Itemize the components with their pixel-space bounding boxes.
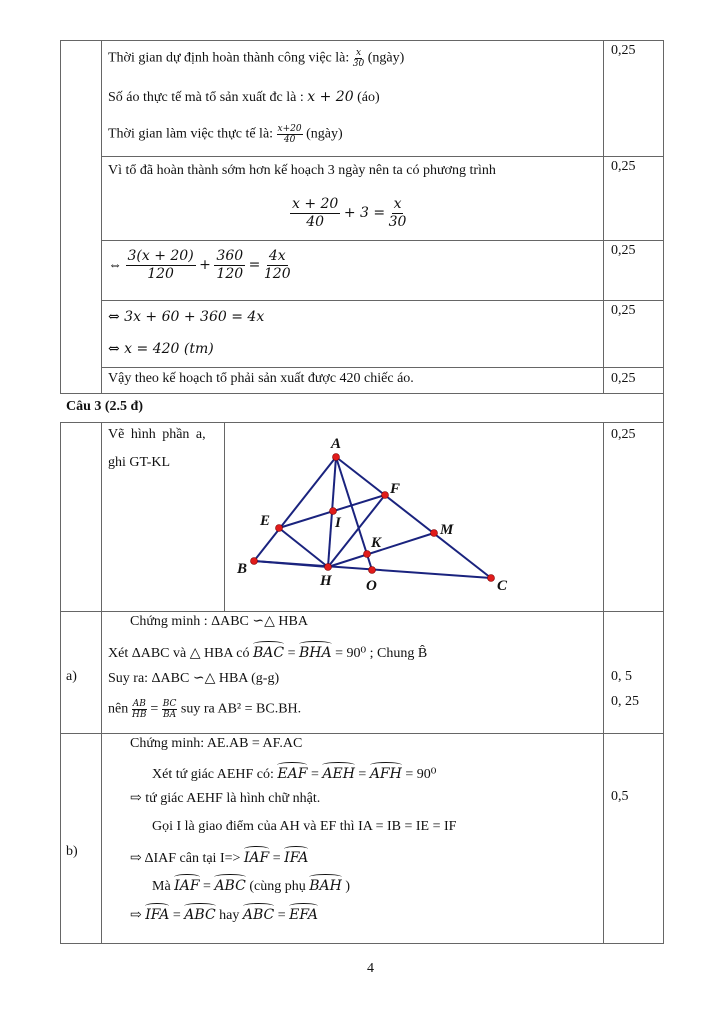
unit-text: (ngày): [306, 126, 343, 142]
angle-notation: ABC: [214, 874, 245, 895]
unit-text: (áo): [357, 90, 380, 105]
row4-line2: ⇔ x = 420 (tm): [108, 341, 214, 357]
fraction: [126, 248, 196, 283]
fraction-numerator: BC: [162, 699, 177, 709]
angle-notation: AEH: [322, 762, 355, 783]
row2-equation: [290, 193, 406, 234]
fraction-denominator: 30: [388, 214, 407, 231]
segment-EH: [279, 528, 328, 567]
segment-HF: [328, 495, 385, 567]
fraction-numerator: AB: [132, 699, 146, 709]
row1-line3: [108, 124, 343, 145]
row2-text: Vì tổ đã hoàn thành sớm hơn kế hoạch 3 ngày nên ta có phương trình: [108, 163, 496, 178]
part-a-line2-text: Xét ΔABC và △ HBA có: [108, 646, 250, 661]
fraction: [353, 48, 364, 69]
row1-line1-text: Thời gian dự định hoàn thành công việc là:: [108, 50, 350, 66]
part-b-line3: [130, 790, 320, 808]
segment-BH: [254, 561, 328, 567]
page-number: 4: [367, 961, 374, 976]
grid-line: [60, 40, 664, 41]
fraction-denominator: 120: [263, 266, 291, 283]
implies-arrow-icon: ⇨: [130, 908, 142, 923]
fraction: [290, 196, 340, 231]
part-b-line5-text: ΔIAF cân tại I=>: [144, 851, 241, 866]
point-label-H: H: [320, 573, 332, 589]
angle-notation: IAF: [244, 846, 269, 867]
score-cell: 0,25: [611, 303, 636, 318]
grid-line: [60, 733, 664, 734]
grid-line: [60, 393, 664, 394]
angle-notation: EFA: [289, 903, 318, 924]
fraction: [214, 248, 245, 283]
score-cell: 0, 25: [611, 694, 639, 709]
equation-operator: =: [248, 257, 261, 273]
part-a-line3: Suy ra: ΔABC ∽△ HBA (g-g): [108, 671, 280, 686]
part-a-line4-suffix: suy ra AB² = BC.BH.: [180, 701, 302, 717]
part-b-line2-text: Xét tứ giác AEHF có:: [152, 767, 274, 782]
implies-arrow-icon: ⇨: [130, 791, 142, 806]
fraction-denominator: BA: [163, 710, 177, 720]
point-A: [333, 454, 340, 461]
fraction: [277, 124, 303, 145]
row4-line1: ⇔ 3x + 60 + 360 = 4x: [108, 309, 265, 325]
fraction-denominator: 120: [216, 266, 244, 283]
figure-label-line1: Vẽ hình phần a,: [108, 427, 206, 442]
equation-operator: +: [199, 257, 211, 273]
fraction-numerator: x + 20: [292, 196, 339, 213]
part-a-line4: nên $\frac{AB}{HB}$ = $\frac{BC}{BA}$ suy ra AB² = BC.BH.: [108, 699, 302, 720]
grid-line: [60, 422, 61, 943]
point-label-K: K: [371, 535, 382, 551]
point-label-I: I: [335, 515, 341, 531]
part-b-line1: Chứng minh: AE.AB = AF.AC: [130, 736, 303, 751]
grid-line: [101, 300, 664, 301]
angle-notation: BAC: [253, 641, 284, 662]
part-b-line6-mid: (cùng phụ: [249, 879, 306, 894]
point-B: [251, 558, 258, 565]
part-b-line4: Gọi I là giao điểm của AH và EF thì IA = IB = IE = IF: [152, 819, 457, 834]
grid-line: [101, 40, 102, 393]
part-a-line1: Chứng minh : ΔABC ∽△ HBA: [130, 614, 308, 629]
segment-AB: [254, 457, 336, 561]
grid-line: [101, 156, 664, 157]
angle-notation: IAF: [174, 874, 199, 895]
fraction-numerator: 3(x + 20): [127, 248, 194, 265]
score-cell: 0,25: [611, 371, 636, 386]
fraction: [264, 248, 291, 283]
fraction: [389, 196, 407, 231]
part-b-line7-mid: hay: [219, 908, 240, 923]
part-b-label: b): [66, 844, 78, 859]
implies-arrow-icon: ⇨: [130, 851, 142, 866]
fraction-numerator: 4x: [268, 248, 286, 265]
segment-AC: [336, 457, 491, 578]
row1-line2-text: Số áo thực tế mà tổ sản xuất đc là :: [108, 90, 304, 105]
row5-text: Vậy theo kế hoạch tổ phải sản xuất được 420 chiếc áo.: [108, 371, 414, 386]
angle-notation: ABC: [243, 903, 274, 924]
point-O: [369, 567, 376, 574]
score-cell: 0, 5: [611, 669, 632, 684]
point-F: [382, 492, 389, 499]
row1-line3-text: Thời gian làm việc thực tế là:: [108, 126, 274, 142]
grid-line: [603, 40, 604, 393]
point-C: [488, 575, 495, 582]
row1-line1: [108, 48, 404, 69]
math-expression: x + 20: [307, 89, 354, 105]
part-b-line6-end: ): [345, 879, 350, 894]
equation-operator: =: [287, 646, 296, 661]
fraction-numerator: x: [355, 48, 362, 58]
angle-notation: EAF: [277, 762, 307, 783]
fraction-denominator: 120: [147, 266, 174, 283]
point-E: [276, 525, 283, 532]
point-H: [325, 564, 332, 571]
grid-line: [101, 240, 664, 241]
point-K: [364, 551, 371, 558]
angle-notation: IFA: [145, 903, 169, 924]
fraction-denominator: 30: [352, 59, 365, 69]
part-a-line2: [108, 641, 427, 663]
fraction: [132, 699, 147, 720]
angle-notation: BHA: [299, 641, 332, 662]
section-title: Câu 3 (2.5 đ): [66, 399, 144, 414]
point-I: [330, 508, 337, 515]
part-a-line2-value: = 90⁰ ; Chung B̂: [335, 646, 428, 661]
grid-line: [60, 611, 664, 612]
fraction-numerator: x+20: [277, 124, 302, 134]
fraction: [162, 699, 178, 720]
fraction-denominator: 40: [306, 214, 325, 231]
fraction-numerator: x: [393, 196, 402, 213]
geometry-figure: [224, 423, 604, 611]
angle-notation: BAH: [309, 874, 342, 895]
row3-equation: [108, 245, 291, 286]
point-label-O: O: [366, 578, 377, 594]
fraction-denominator: 40: [283, 135, 296, 145]
angle-notation: AFH: [370, 762, 402, 783]
part-b-line7: ⇨ IFA = ABC hay ABC = EFA: [130, 903, 318, 925]
fraction-numerator: 360: [216, 248, 244, 265]
row1-line2: [108, 88, 380, 107]
equivalence-arrow: ⇔: [108, 258, 122, 273]
point-label-A: A: [331, 436, 342, 452]
grid-line: [60, 40, 61, 393]
point-label-M: M: [440, 522, 454, 538]
unit-text: (ngày): [367, 50, 405, 66]
point-label-B: B: [237, 561, 248, 577]
part-b-line6: Mà IAF = ABC (cùng phụ BAH ): [152, 874, 350, 896]
score-cell: 0,25: [611, 159, 636, 174]
part-b-line3-text: tứ giác AEHF là hình chữ nhật.: [145, 791, 321, 806]
angle-notation: ABC: [184, 903, 215, 924]
equation-operator: + 3 =: [343, 205, 386, 221]
score-cell: 0,25: [611, 43, 636, 58]
part-b-line2: Xét tứ giác AEHF có: EAF = AEH = AFH = 90⁰: [152, 762, 436, 784]
part-a-line4-text: nên: [108, 701, 129, 717]
part-b-line6-text: Mà: [152, 879, 171, 894]
angle-notation: IFA: [284, 846, 308, 867]
point-M: [431, 530, 438, 537]
grid-line: [60, 943, 664, 944]
part-b-line5: ⇨ ΔIAF cân tại I=> IAF = IFA: [130, 846, 308, 868]
part-b-line2-value: = 90⁰: [405, 767, 437, 782]
point-label-F: F: [390, 481, 401, 497]
grid-line: [101, 422, 102, 943]
score-cell: 0,5: [611, 789, 629, 804]
fraction-denominator: HB: [132, 710, 147, 720]
grid-line: [101, 367, 664, 368]
grid-line: [663, 40, 664, 943]
point-label-E: E: [260, 513, 271, 529]
part-a-label: a): [66, 669, 77, 684]
point-label-C: C: [497, 578, 508, 594]
score-cell: 0,25: [611, 243, 636, 258]
score-cell: 0,25: [611, 427, 636, 442]
figure-label-line2: ghi GT-KL: [108, 455, 171, 470]
